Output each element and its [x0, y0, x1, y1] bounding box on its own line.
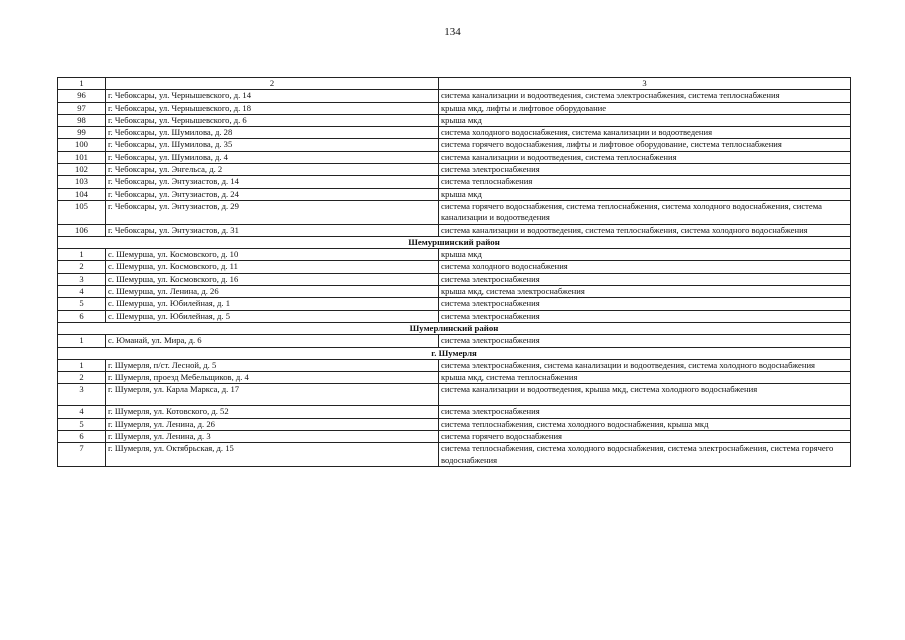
column-header-number: 1 [58, 78, 106, 90]
table-row [58, 359, 851, 371]
table-row [58, 164, 851, 176]
row-systems: система электроснабжения [439, 298, 851, 310]
table-row [58, 418, 851, 430]
row-systems: система теплоснабжения, система холодного водоснабжения, система электроснабжения, система горячего водоснабжения [439, 443, 851, 467]
row-number: 98 [58, 114, 106, 126]
section-title: г. Шумерля [58, 347, 851, 359]
page-number: 134 [444, 26, 461, 38]
row-address: с. Шемурша, ул. Ленина, д. 26 [106, 286, 439, 298]
table-row [58, 384, 851, 406]
row-address: г. Чебоксары, ул. Энтузиастов, д. 14 [106, 176, 439, 188]
row-number: 6 [58, 431, 106, 443]
row-address: с. Шемурша, ул. Космовского, д. 10 [106, 249, 439, 261]
row-number: 6 [58, 310, 106, 322]
row-systems: система горячего водоснабжения [439, 431, 851, 443]
table-row [58, 335, 851, 347]
section-heading-row [58, 347, 851, 359]
table-row [58, 139, 851, 151]
row-address: г. Шумерля, ул. Котовского, д. 52 [106, 406, 439, 418]
row-number: 103 [58, 176, 106, 188]
row-systems: система горячего водоснабжения, лифты и лифтовое оборудование, система теплоснабжения [439, 139, 851, 151]
section-heading-row [58, 322, 851, 334]
row-systems: крыша мкд [439, 249, 851, 261]
row-address: г. Чебоксары, ул. Чернышевского, д. 14 [106, 90, 439, 102]
section-title: Шемуршинский район [58, 236, 851, 248]
row-systems: система электроснабжения [439, 335, 851, 347]
row-systems: система канализации и водоотведения, система электроснабжения, система теплоснабжения [439, 90, 851, 102]
row-number: 2 [58, 372, 106, 384]
row-number: 7 [58, 443, 106, 467]
row-number: 4 [58, 406, 106, 418]
row-address: г. Чебоксары, ул. Энгельса, д. 2 [106, 164, 439, 176]
row-number: 1 [58, 335, 106, 347]
row-systems: система электроснабжения, система канализации и водоотведения, система холодного водоснабжения [439, 359, 851, 371]
row-number: 97 [58, 102, 106, 114]
row-number: 3 [58, 384, 106, 406]
row-systems: система канализации и водоотведения, система теплоснабжения [439, 151, 851, 163]
table-row [58, 176, 851, 188]
row-number: 2 [58, 261, 106, 273]
row-address: с. Шемурша, ул. Космовского, д. 11 [106, 261, 439, 273]
row-number: 99 [58, 127, 106, 139]
table-row [58, 406, 851, 418]
row-systems: крыша мкд [439, 188, 851, 200]
row-address: с. Шемурша, ул. Юбилейная, д. 5 [106, 310, 439, 322]
row-number: 96 [58, 90, 106, 102]
table-row [58, 127, 851, 139]
table-row [58, 151, 851, 163]
row-address: г. Чебоксары, ул. Чернышевского, д. 6 [106, 114, 439, 126]
row-address: г. Шумерля, ул. Карла Маркса, д. 17 [106, 384, 439, 406]
row-address: г. Шумерля, ул. Октябрьская, д. 15 [106, 443, 439, 467]
row-address: с. Юманай, ул. Мира, д. 6 [106, 335, 439, 347]
table-row [58, 431, 851, 443]
row-number: 4 [58, 286, 106, 298]
row-number: 1 [58, 249, 106, 261]
table-row [58, 90, 851, 102]
row-systems: крыша мкд, система теплоснабжения [439, 372, 851, 384]
table-row [58, 443, 851, 467]
row-systems: крыша мкд, лифты и лифтовое оборудование [439, 102, 851, 114]
row-systems: система канализации и водоотведения, система теплоснабжения, система холодного водоснабжения [439, 224, 851, 236]
table-header-row [58, 78, 851, 90]
row-systems: система холодного водоснабжения [439, 261, 851, 273]
table-row [58, 200, 851, 224]
table-row [58, 298, 851, 310]
buildings-table [57, 77, 851, 467]
row-systems: система электроснабжения [439, 406, 851, 418]
row-number: 101 [58, 151, 106, 163]
row-systems: система электроснабжения [439, 273, 851, 285]
row-address: г. Шумерля, ул. Ленина, д. 26 [106, 418, 439, 430]
row-number: 104 [58, 188, 106, 200]
table-row [58, 286, 851, 298]
table-row [58, 114, 851, 126]
row-address: г. Шумерля, ул. Ленина, д. 3 [106, 431, 439, 443]
table-row [58, 261, 851, 273]
row-systems: крыша мкд, система электроснабжения [439, 286, 851, 298]
table-row [58, 102, 851, 114]
row-address: г. Чебоксары, ул. Чернышевского, д. 18 [106, 102, 439, 114]
table-row [58, 372, 851, 384]
row-address: г. Чебоксары, ул. Шумилова, д. 28 [106, 127, 439, 139]
row-systems: система теплоснабжения [439, 176, 851, 188]
table-row [58, 249, 851, 261]
row-number: 102 [58, 164, 106, 176]
row-number: 1 [58, 359, 106, 371]
row-number: 106 [58, 224, 106, 236]
row-number: 3 [58, 273, 106, 285]
row-systems: система холодного водоснабжения, система канализации и водоотведения [439, 127, 851, 139]
row-systems: система горячего водоснабжения, система теплоснабжения, система холодного водоснабжения, система канализации и водоотведения [439, 200, 851, 224]
row-systems: система канализации и водоотведения, крыша мкд, система холодного водоснабжения [439, 384, 851, 406]
row-systems: крыша мкд [439, 114, 851, 126]
table-row [58, 188, 851, 200]
row-address: г. Чебоксары, ул. Энтузиастов, д. 31 [106, 224, 439, 236]
row-number: 105 [58, 200, 106, 224]
row-systems: система электроснабжения [439, 164, 851, 176]
row-address: г. Чебоксары, ул. Шумилова, д. 35 [106, 139, 439, 151]
row-systems: система электроснабжения [439, 310, 851, 322]
row-address: г. Чебоксары, ул. Энтузиастов, д. 29 [106, 200, 439, 224]
row-address: г. Шумерля, проезд Мебельщиков, д. 4 [106, 372, 439, 384]
row-address: г. Шумерля, п/ст. Лесной, д. 5 [106, 359, 439, 371]
row-address: г. Чебоксары, ул. Энтузиастов, д. 24 [106, 188, 439, 200]
table-row [58, 310, 851, 322]
row-address: с. Шемурша, ул. Космовского, д. 16 [106, 273, 439, 285]
table-row [58, 224, 851, 236]
column-header-systems: 3 [439, 78, 851, 90]
section-heading-row [58, 236, 851, 248]
row-number: 100 [58, 139, 106, 151]
row-address: г. Чебоксары, ул. Шумилова, д. 4 [106, 151, 439, 163]
column-header-address: 2 [106, 78, 439, 90]
table-row [58, 273, 851, 285]
row-address: с. Шемурша, ул. Юбилейная, д. 1 [106, 298, 439, 310]
row-number: 5 [58, 418, 106, 430]
row-systems: система теплоснабжения, система холодного водоснабжения, крыша мкд [439, 418, 851, 430]
row-number: 5 [58, 298, 106, 310]
section-title: Шумерлинский район [58, 322, 851, 334]
